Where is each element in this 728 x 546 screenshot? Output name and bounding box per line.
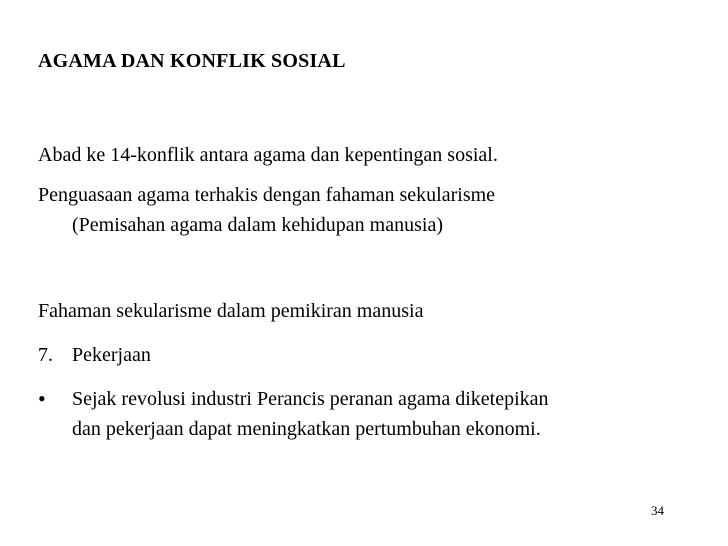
list-item-line2: dan pekerjaan dapat meningkatkan pertumbuhan ekonomi. [72, 418, 541, 440]
list-number-marker: 7. [38, 344, 53, 366]
paragraph-fahaman: Fahaman sekularisme dalam pemikiran manusia [38, 300, 424, 322]
list-item-text: Pekerjaan [72, 344, 151, 366]
bullet-icon: • [38, 386, 46, 411]
list-item-text [72, 384, 549, 444]
slide-title: AGAMA DAN KONFLIK SOSIAL [38, 50, 346, 72]
paragraph-penguasaan-line2: (Pemisahan agama dalam kehidupan manusia) [72, 214, 443, 236]
list-item-pekerjaan [38, 340, 151, 370]
paragraph-penguasaan-line1: Penguasaan agama terhakis dengan fahaman sekularisme [38, 184, 496, 206]
paragraph-konflik: Abad ke 14-konflik antara agama dan kepentingan sosial. [38, 144, 498, 166]
list-item-revolusi [38, 384, 549, 440]
paragraph-penguasaan [38, 180, 495, 240]
list-item-line1: Sejak revolusi industri Perancis peranan agama diketepikan [72, 388, 549, 410]
page-number: 34 [651, 503, 664, 518]
